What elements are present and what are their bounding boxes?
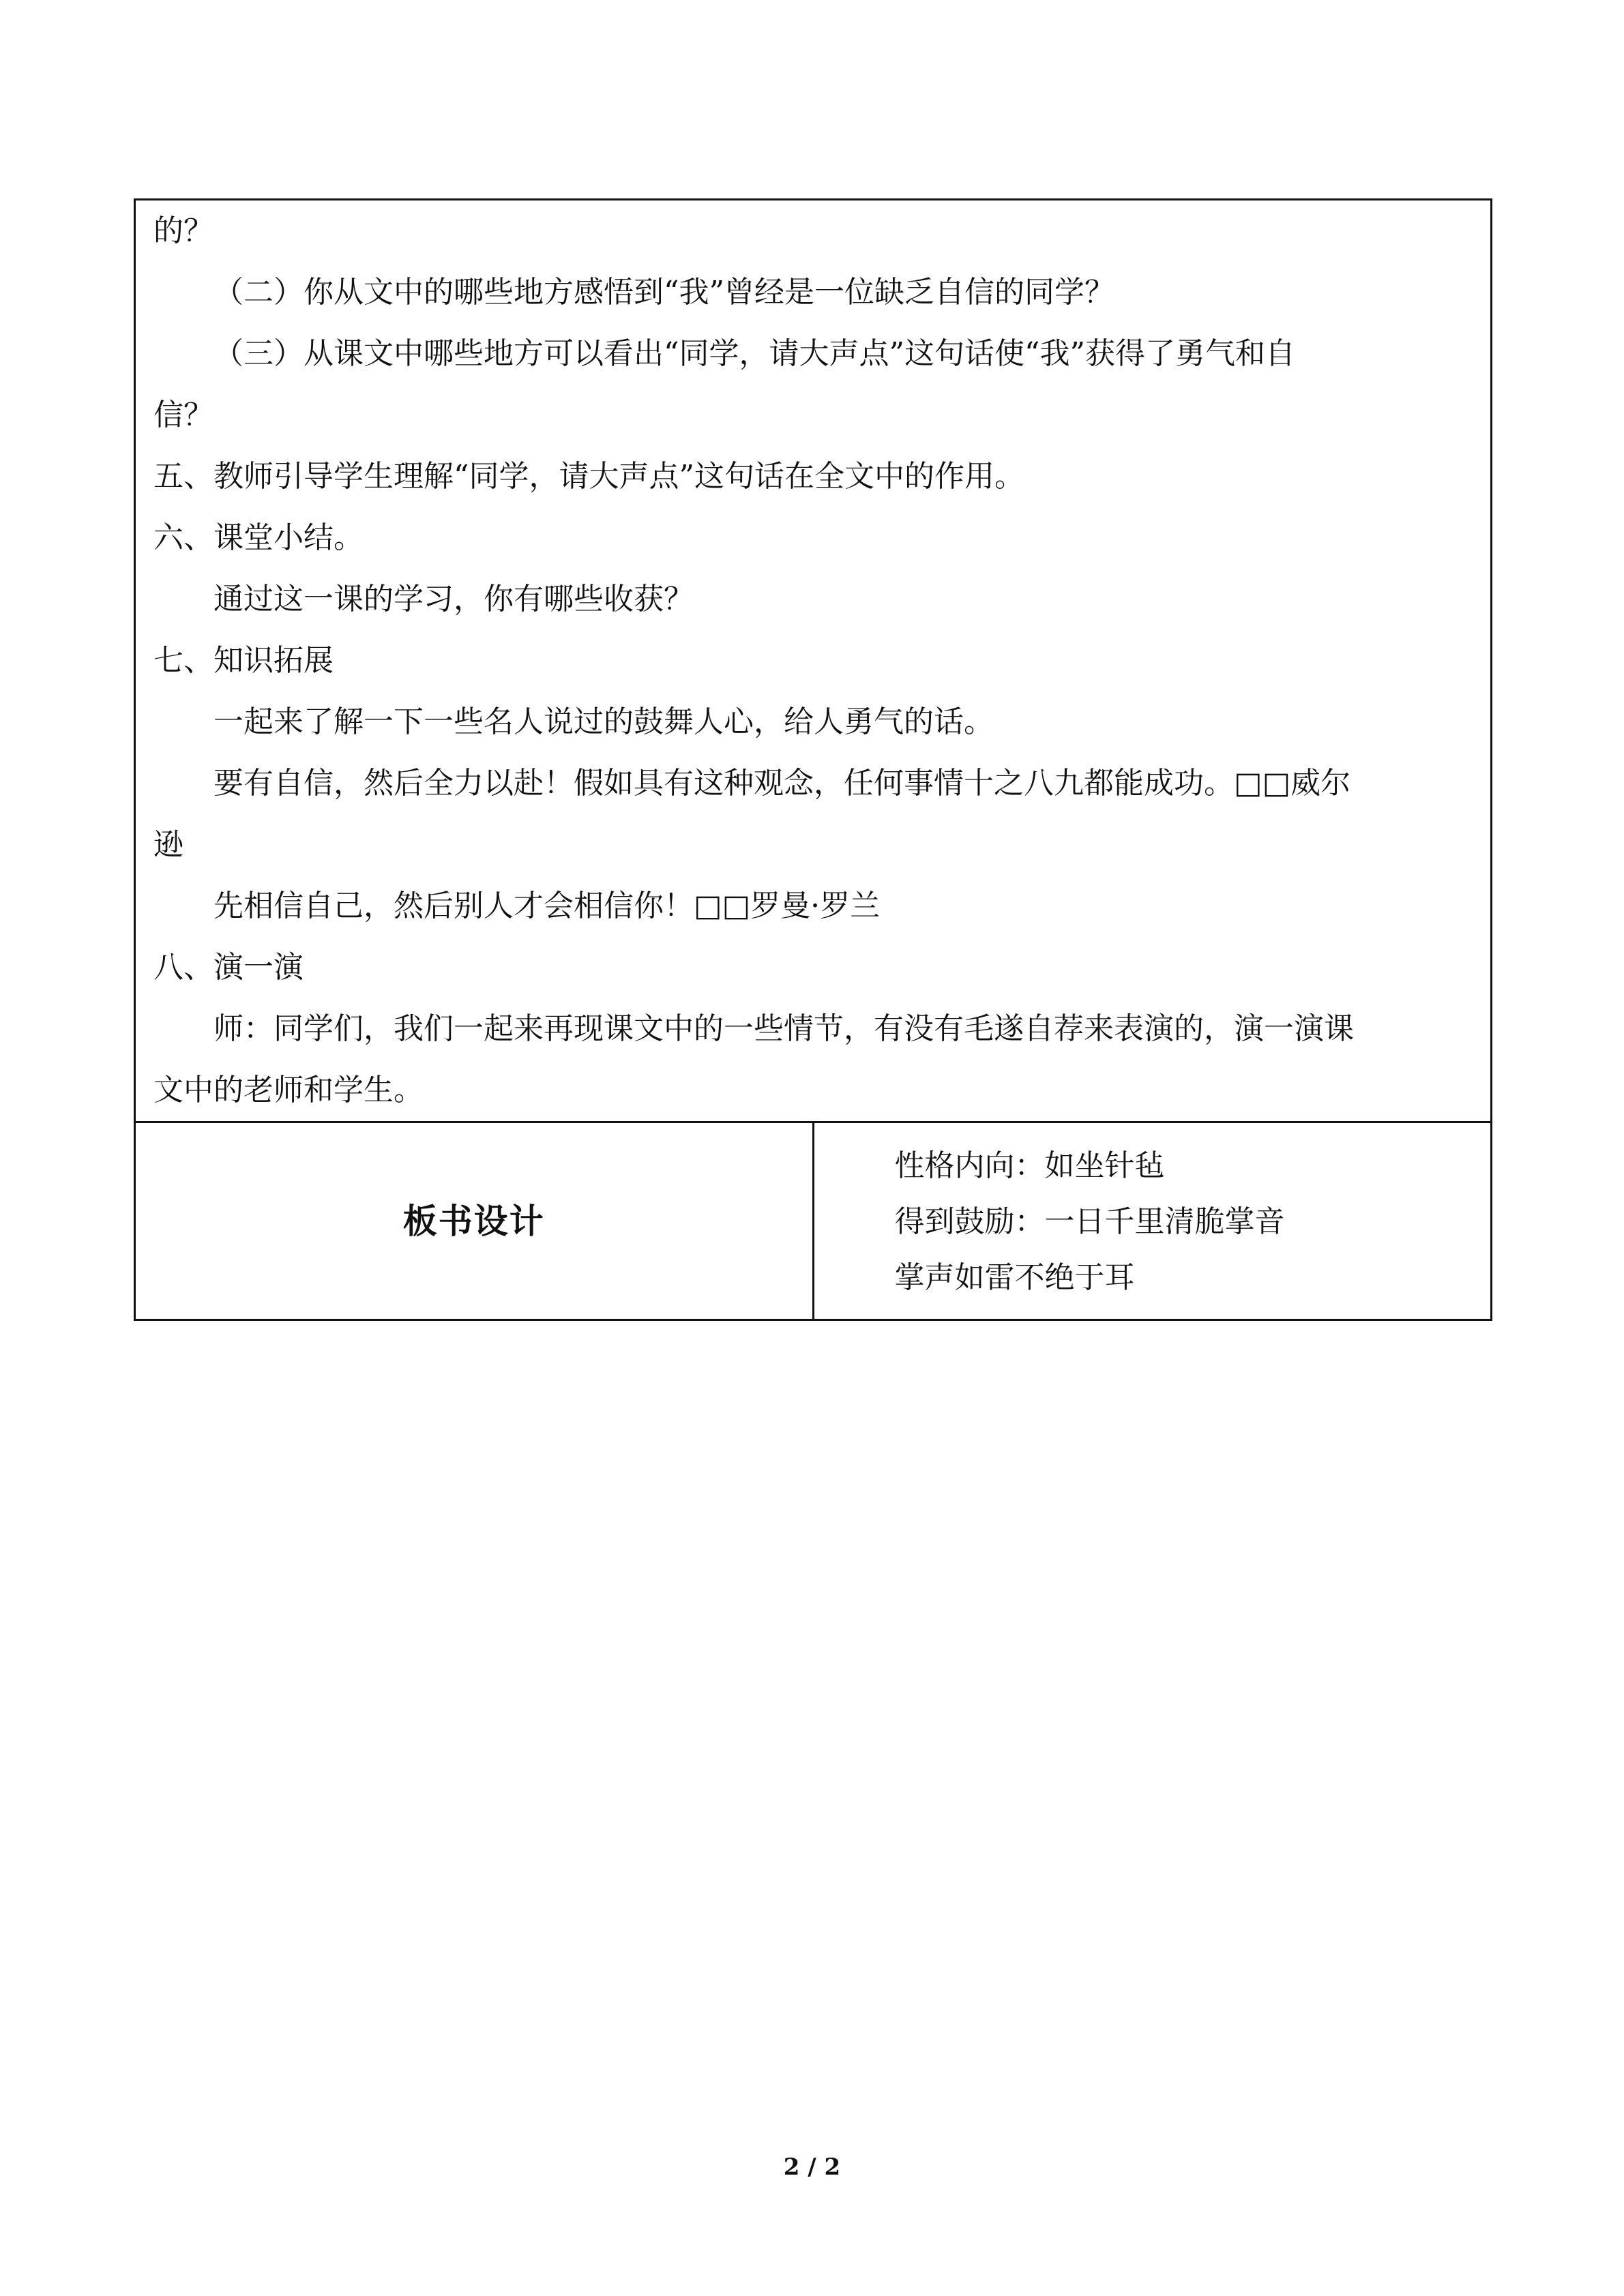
lesson-line: 五、教师引导学生理解“同学，请大声点”这句话在全文中的作用。 [153, 459, 1024, 494]
lesson-line: 八、演一演 [153, 950, 304, 985]
lesson-line: 逊 [153, 827, 183, 862]
lesson-line: 的？ [153, 213, 213, 248]
board-design-label: 板书设计 [402, 1201, 545, 1241]
lesson-line: 先相信自己，然后别人才会相信你！□□罗曼·罗兰 [213, 889, 881, 923]
lesson-plan-table [134, 198, 1492, 1321]
lesson-line: 一起来了解一下一些名人说过的鼓舞人心，给人勇气的话。 [213, 704, 994, 739]
lesson-line: （二）你从文中的哪些地方感悟到“我”曾经是一位缺乏自信的同学？ [213, 275, 1114, 310]
board-design-row [135, 1122, 1492, 1320]
lesson-line: 通过这一课的学习，你有哪些收获？ [213, 582, 694, 616]
lesson-line: 信？ [153, 398, 213, 432]
page-number: 2 / 2 [783, 2153, 841, 2181]
board-design-line: 得到鼓励：一日千里清脆掌音 [894, 1204, 1285, 1239]
board-design-label-cell [135, 1122, 814, 1320]
lesson-line: 七、知识拓展 [153, 643, 334, 678]
board-design-line: 性格内向：如坐针毡 [894, 1148, 1165, 1183]
lesson-line: 文中的老师和学生。 [153, 1073, 424, 1107]
lesson-line: （三）从课文中哪些地方可以看出“同学，请大声点”这句话使“我”获得了勇气和自 [213, 336, 1295, 371]
board-design-line: 掌声如雷不绝于耳 [894, 1260, 1135, 1295]
lesson-process-cell [135, 200, 1492, 1122]
lesson-line: 六、课堂小结。 [153, 520, 364, 555]
lesson-process-row [135, 200, 1492, 1122]
board-design-content-cell [813, 1122, 1492, 1320]
lesson-line: 师：同学们，我们一起来再现课文中的一些情节，有没有毛遂自荐来表演的，演一演课 [213, 1011, 1354, 1046]
lesson-line: 要有自信，然后全力以赴！假如具有这种观念，任何事情十之八九都能成功。□□威尔 [213, 766, 1351, 801]
